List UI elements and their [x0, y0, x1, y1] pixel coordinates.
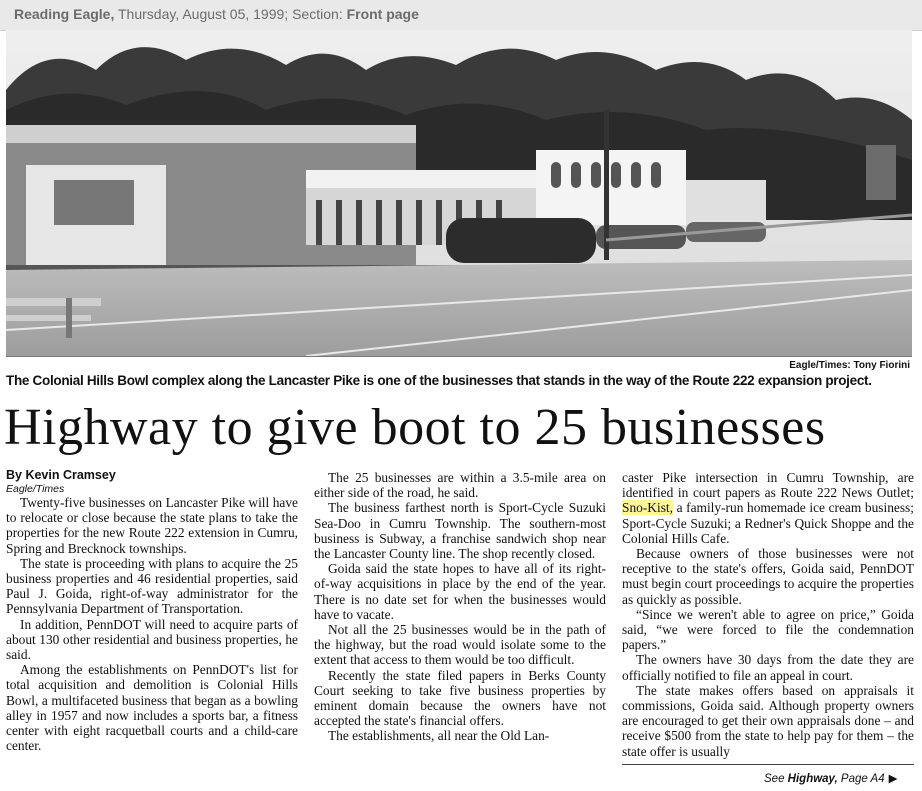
article-column-1 [6, 468, 298, 753]
paragraph: Goida said the state hopes to have all of its right-of-way acquisitions in place by the end of the year. There is no date set for when the businesses would have to vacate. [314, 561, 606, 622]
paragraph: Because owners of those businesses were not receptive to the state's offers, Goida said, PennDOT must begin court proceedings to acquire the properties as quickly as possible. [622, 546, 914, 607]
jump-line [764, 771, 897, 785]
jump-page: Page A4 [837, 773, 885, 785]
paragraph: The owners have 30 days from the date they are officially notified to file an appeal in court. [622, 652, 914, 683]
photo-caption: The Colonial Hills Bowl complex along the Lancaster Pike is one of the businesses that stands in the way of the Route 222 expansion project. [6, 373, 872, 388]
paragraph: Twenty-five businesses on Lancaster Pike will have to relocate or close because the state plans to take the properties for the new Route 222 extension in Cumru, Spring and Brecknock townships. [6, 495, 298, 556]
article-column-3 [622, 470, 914, 759]
paragraph-continued [622, 470, 914, 546]
paragraph: Among the establishments on PennDOT's list for total acquisition and demolition is Colonial Hills Bowl, a multifaceted business that began as a bowling alley in 1957 and now includes a sports bar, a fitness center with eight racquetball courts and a child-care center. [6, 662, 298, 754]
paragraph: In addition, PennDOT will need to acquire parts of about 130 other residential and business properties, he said. [6, 616, 298, 663]
photo-credit: Eagle/Times: Tony Fiorini [789, 360, 910, 371]
news-photo [6, 30, 912, 357]
paper-name: Reading Eagle, [14, 6, 115, 22]
text-segment: a family-run homemade ice cream business; Sport-Cycle Suzuki; a Redner's Quick Shoppe and the Colonial Hills Cafe. [622, 500, 914, 546]
archive-header [0, 0, 922, 31]
text-segment: caster Pike intersection in Cumru Township, are identified in court papers as Route 222 News Outlet; [622, 470, 914, 501]
arrow-right-icon: ▶ [888, 773, 898, 785]
byline-affiliation: Eagle/Times [6, 483, 65, 495]
highlighted-term: Sno-Kist, [622, 500, 673, 516]
paragraph: Not all the 25 businesses would be in the path of the highway, but the road would isolate some to the extent that access to them would be too difficult. [314, 622, 606, 668]
paragraph: The business farthest north is Sport-Cycle Suzuki Sea-Doo in Cumru Township. The southern-most business is Subway, a franchise sandwich shop near the Lancaster County line. The shop recently closed. [314, 500, 606, 562]
paragraph: The state makes offers based on appraisals it commissions, Goida said. Although property owners are encouraged to get their own appraisals done – and receive $500 from the state to help pay for them – the state offer is usually [622, 682, 914, 759]
jump-target: Highway, [787, 773, 838, 785]
byline: By Kevin Cramsey [6, 468, 116, 482]
article-column-2 [314, 470, 606, 744]
photo-colonial-hills-bowl [6, 30, 912, 356]
paragraph: Recently the state filed papers in Berks County Court seeking to take five business properties by eminent domain because the owners have not accepted the state's financial offers. [314, 667, 606, 729]
paragraph: The establishments, all near the Old Lan- [328, 728, 550, 744]
paragraph: “Since we weren't able to agree on price,” Goida said, “we were forced to file the condemnation papers.” [622, 606, 914, 653]
article-headline: Highway to give boot to 25 businesses [4, 399, 826, 456]
section-name: Front page [346, 6, 419, 22]
jump-see: See [764, 773, 788, 785]
paragraph: The 25 businesses are within a 3.5-mile area on either side of the road, he said. [314, 470, 606, 501]
issue-date: Thursday, August 05, 1999; [114, 6, 289, 22]
paragraph: The state is proceeding with plans to acquire the 25 business properties and 46 residential properties, said Paul J. Goida, right-of-way administrator for the Pennsylvania Department of Transportation. [6, 555, 298, 617]
section-label: Section: [288, 6, 347, 22]
header-text [14, 6, 419, 22]
jump-divider [622, 764, 914, 765]
